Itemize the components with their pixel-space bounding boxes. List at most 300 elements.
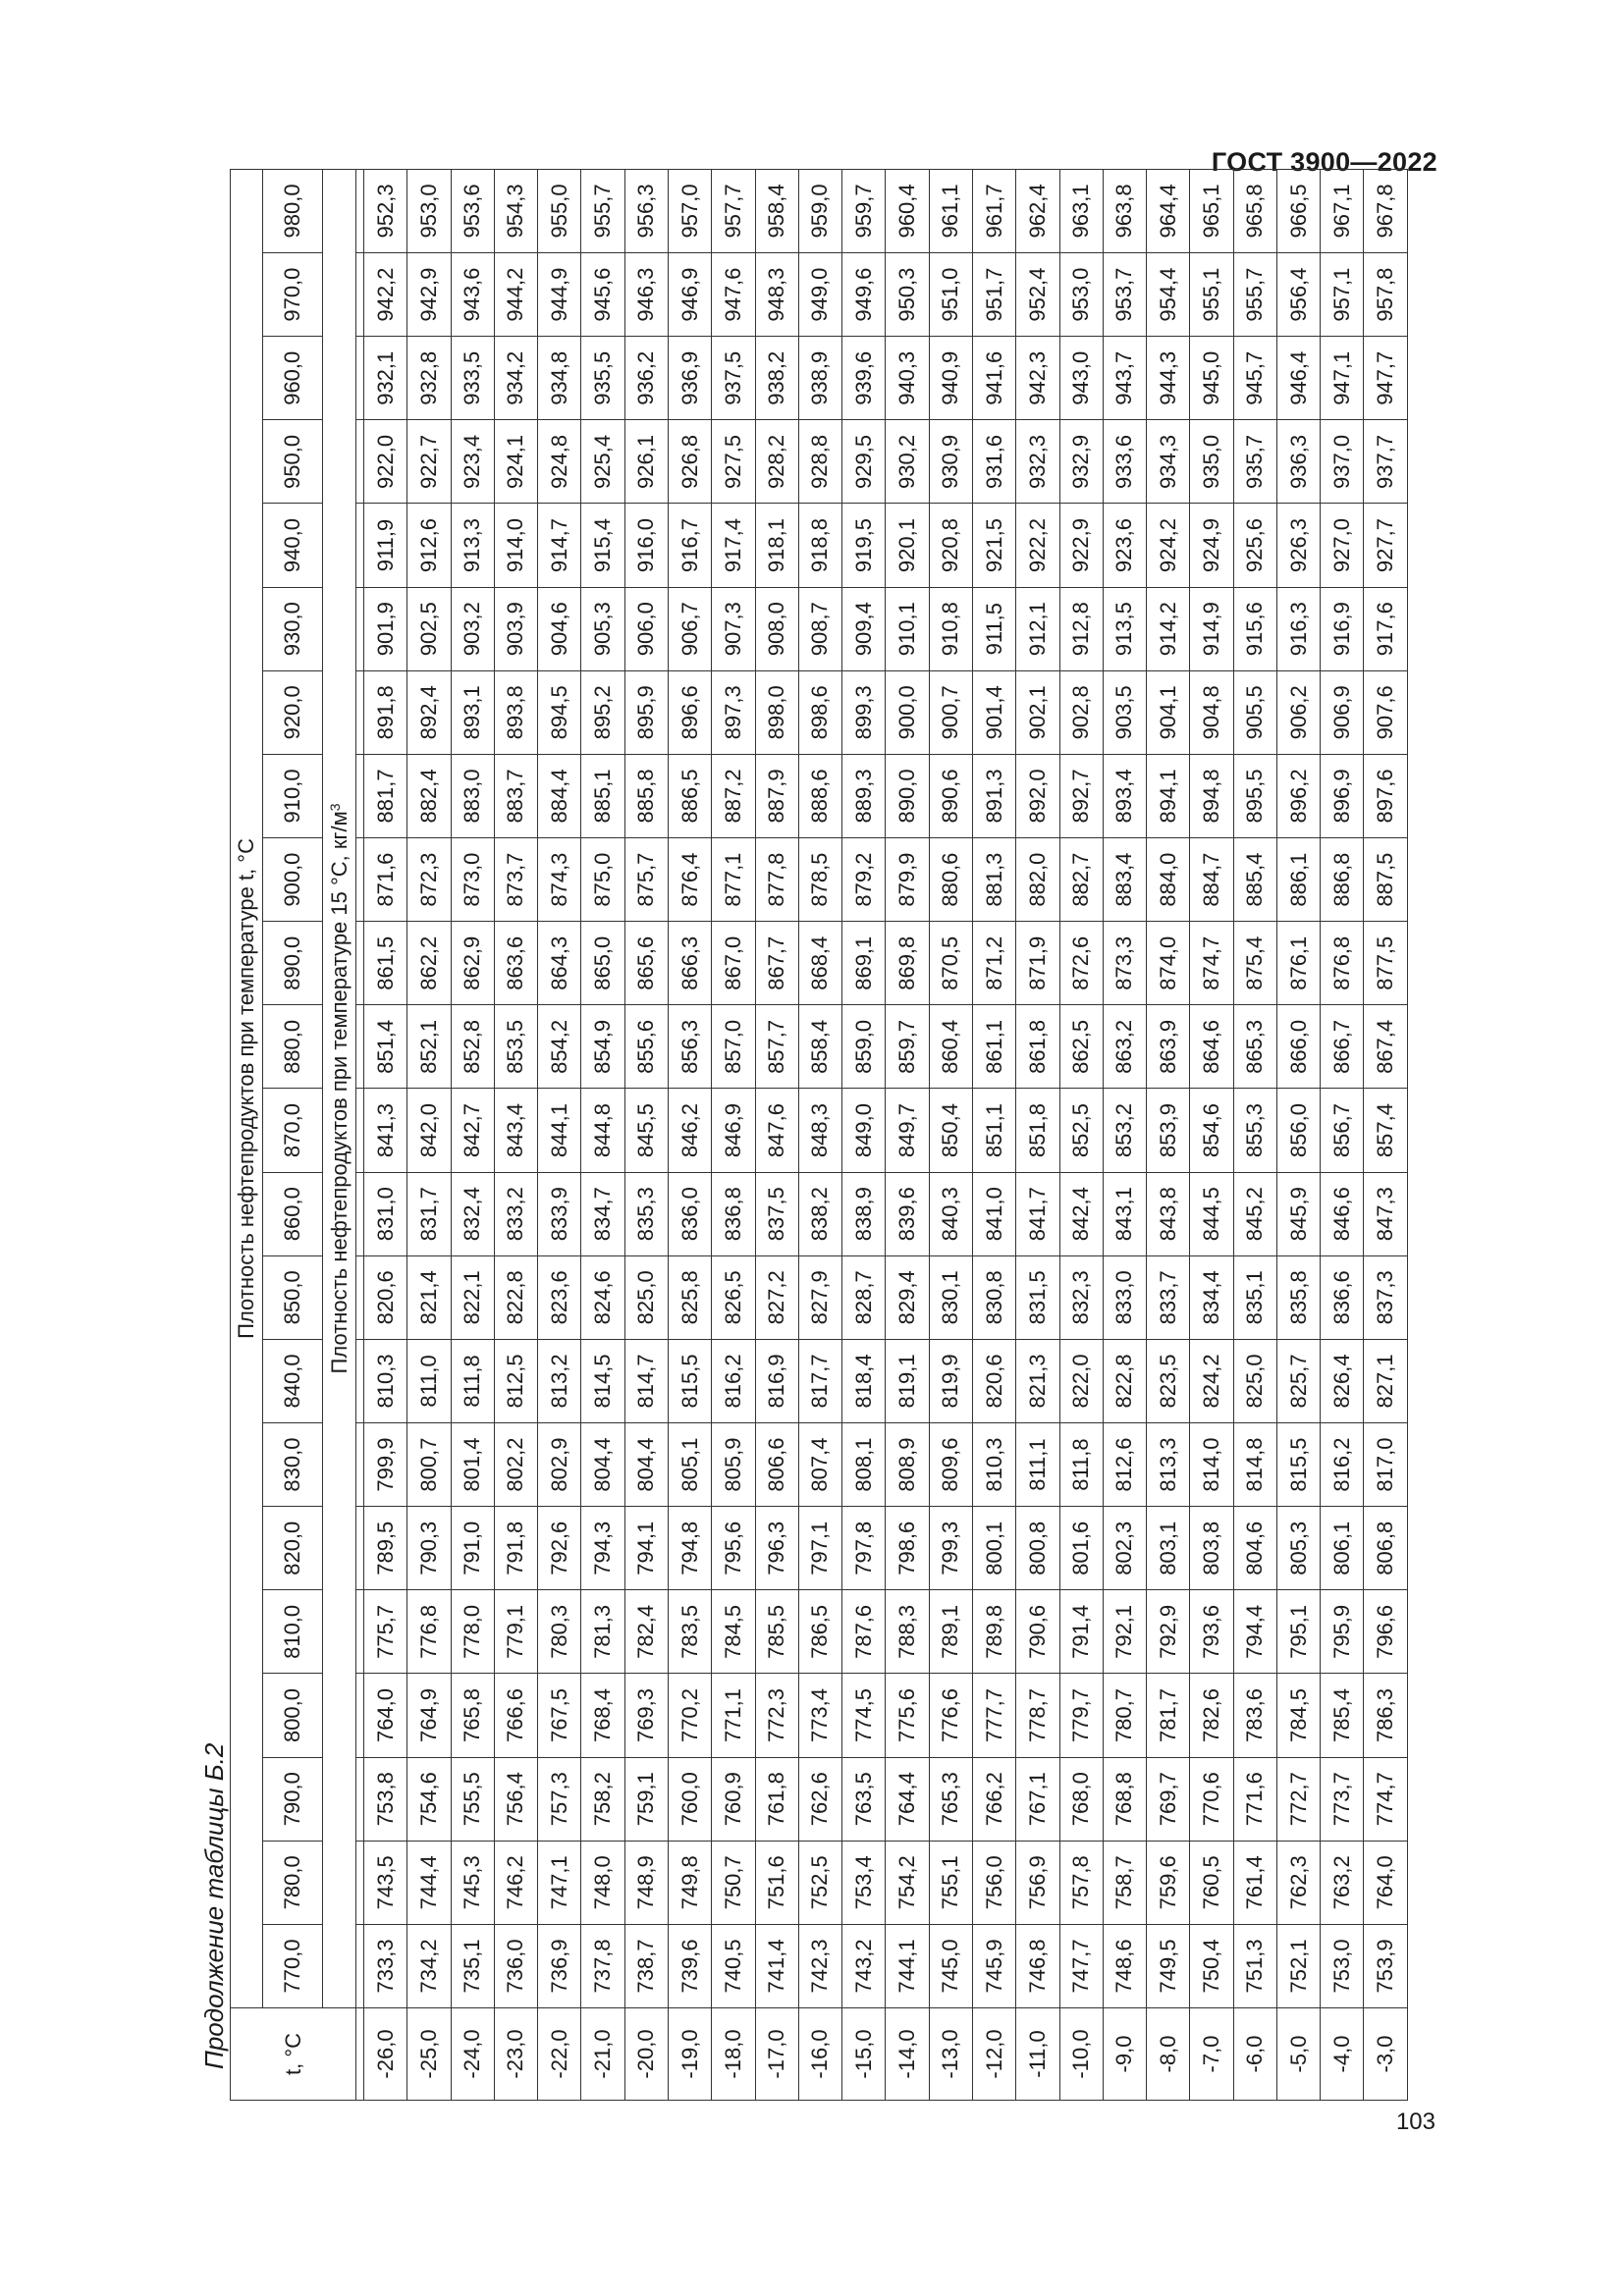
table-row [1364,169,1408,2100]
density-cell: 890,0 [886,754,929,837]
density-cell: 926,1 [624,420,668,504]
density-cell: 799,3 [929,1507,972,1590]
density-cell: 743,2 [842,1924,886,2007]
temperature-cell: -15,0 [842,2008,886,2101]
density-cell: 941,6 [972,337,1015,420]
temperature-cell: -8,0 [1147,2008,1190,2101]
density-cell: 835,1 [1233,1255,1276,1339]
density-cell: 746,8 [1016,1924,1059,2007]
density-cell: 959,0 [798,169,841,252]
density-cell: 797,1 [798,1507,841,1590]
density-cell: 755,1 [929,1841,972,1924]
density-cell: 903,9 [494,587,537,670]
density-cell: 936,3 [1276,420,1320,504]
density-cell: 838,2 [798,1172,841,1255]
density-cell: 794,3 [581,1507,624,1590]
density-cell: 756,9 [1016,1841,1059,1924]
density-cell: 903,5 [1103,670,1146,754]
density-cell: 851,4 [364,1005,407,1089]
density-cell: 806,8 [1364,1507,1408,1590]
density-cell: 961,1 [929,169,972,252]
density-cell: 804,4 [581,1423,624,1507]
density-cell: 947,7 [1364,337,1408,420]
temperature-cell: -22,0 [538,2008,581,2101]
t-header: t, °C [231,2008,356,2101]
column-header: 850,0 [263,1255,323,1339]
table-row [1147,169,1190,2100]
density-cell: 919,5 [842,504,886,587]
density-cell: 916,3 [1276,587,1320,670]
density-cell: 751,6 [755,1841,798,1924]
table-row [712,169,755,2100]
density-cell: 761,8 [755,1757,798,1841]
density-cell: 857,4 [1364,1089,1408,1172]
density-cell: 906,0 [624,587,668,670]
density-cell: 760,5 [1190,1841,1233,1924]
table-row [451,169,494,2100]
separator-cell [356,1339,364,1422]
density-cell: 748,9 [624,1841,668,1924]
density-cell: 737,8 [581,1924,624,2007]
density-cell: 799,9 [364,1423,407,1507]
density-cell: 827,9 [798,1255,841,1339]
density-cell: 956,4 [1276,253,1320,337]
temperature-cell: -21,0 [581,2008,624,2101]
density-cell: 912,8 [1059,587,1103,670]
density-cell: 864,3 [538,922,581,1005]
column-header: 960,0 [263,337,323,420]
density-cell: 927,7 [1364,504,1408,587]
density-cell: 805,9 [712,1423,755,1507]
separator-cell [356,754,364,837]
density-cell: 895,9 [624,670,668,754]
density-cell: 935,5 [581,337,624,420]
density-table [230,169,1408,2101]
density-cell: 792,9 [1147,1590,1190,1674]
density-cell: 939,6 [842,337,886,420]
density-cell: 922,9 [1059,504,1103,587]
density-cell: 924,8 [538,420,581,504]
density-cell: 854,9 [581,1005,624,1089]
density-cell: 880,6 [929,838,972,922]
column-header: 930,0 [263,587,323,670]
density-cell: 808,1 [842,1423,886,1507]
density-cell: 820,6 [364,1255,407,1339]
density-cell: 736,9 [538,1924,581,2007]
column-header: 800,0 [263,1674,323,1757]
density-cell: 957,7 [712,169,755,252]
density-cell: 894,5 [538,670,581,754]
density-cell: 956,3 [624,169,668,252]
density-cell: 879,9 [886,838,929,922]
density-cell: 866,0 [1276,1005,1320,1089]
density-cell: 918,8 [798,504,841,587]
density-cell: 816,9 [755,1339,798,1422]
density-cell: 833,7 [1147,1255,1190,1339]
density-cell: 893,4 [1103,754,1146,837]
density-cell: 936,2 [624,337,668,420]
temperature-cell: -12,0 [972,2008,1015,2101]
density-cell: 790,6 [1016,1590,1059,1674]
temperature-cell: -10,0 [1059,2008,1103,2101]
density-cell: 828,7 [842,1255,886,1339]
separator-cell [356,922,364,1005]
separator-cell [356,253,364,337]
density-cell: 801,4 [451,1423,494,1507]
density-cell: 759,1 [624,1757,668,1841]
density-cell: 759,6 [1147,1841,1190,1924]
density-cell: 934,2 [494,337,537,420]
density-cell: 833,9 [538,1172,581,1255]
density-cell: 822,1 [451,1255,494,1339]
density-cell: 781,3 [581,1590,624,1674]
density-cell: 764,4 [886,1757,929,1841]
density-cell: 954,3 [494,169,537,252]
density-cell: 885,1 [581,754,624,837]
density-cell: 752,5 [798,1841,841,1924]
density-cell: 844,5 [1190,1172,1233,1255]
density-cell: 874,7 [1190,922,1233,1005]
density-cell: 795,6 [712,1507,755,1590]
density-cell: 846,6 [1321,1172,1364,1255]
density-cell: 861,1 [972,1005,1015,1089]
density-cell: 763,2 [1321,1841,1364,1924]
density-cell: 894,8 [1190,754,1233,837]
density-cell: 744,4 [407,1841,451,1924]
column-header: 880,0 [263,1005,323,1089]
density-cell: 800,7 [407,1423,451,1507]
temperature-cell: -7,0 [1190,2008,1233,2101]
density-cell: 873,7 [494,838,537,922]
density-cell: 810,3 [972,1423,1015,1507]
density-cell: 823,5 [1147,1339,1190,1422]
density-cell: 820,6 [972,1339,1015,1422]
density-cell: 935,7 [1233,420,1276,504]
density-cell: 914,7 [538,504,581,587]
density-cell: 951,0 [929,253,972,337]
density-cell: 836,6 [1321,1255,1364,1339]
density-cell: 777,7 [972,1674,1015,1757]
density-cell: 846,2 [668,1089,711,1172]
density-cell: 920,1 [886,504,929,587]
density-cell: 966,5 [1276,169,1320,252]
density-cell: 773,7 [1321,1757,1364,1841]
density-cell: 928,2 [755,420,798,504]
density-cell: 869,8 [886,922,929,1005]
density-cell: 761,4 [1233,1841,1276,1924]
separator-cell [356,670,364,754]
density-cell: 945,6 [581,253,624,337]
temperature-cell: -20,0 [624,2008,668,2101]
density-cell: 831,0 [364,1172,407,1255]
density-cell: 847,6 [755,1089,798,1172]
density-cell: 890,6 [929,754,972,837]
density-cell: 853,9 [1147,1089,1190,1172]
density-cell: 932,1 [364,337,407,420]
density-cell: 958,4 [755,169,798,252]
separator-cell [356,420,364,504]
density-cell: 938,2 [755,337,798,420]
table-row [624,169,668,2100]
density-cell: 903,2 [451,587,494,670]
density-cell: 766,2 [972,1757,1015,1841]
density-cell: 843,1 [1103,1172,1146,1255]
density-cell: 745,0 [929,1924,972,2007]
density-cell: 949,0 [798,253,841,337]
density-cell: 965,8 [1233,169,1276,252]
density-cell: 867,4 [1364,1005,1408,1089]
density-cell: 865,6 [624,922,668,1005]
density-cell: 871,9 [1016,922,1059,1005]
density-cell: 803,1 [1147,1507,1190,1590]
density-cell: 951,7 [972,253,1015,337]
density-cell: 791,4 [1059,1590,1103,1674]
temperature-cell: -5,0 [1276,2008,1320,2101]
density-cell: 768,8 [1103,1757,1146,1841]
density-cell: 877,5 [1364,922,1408,1005]
table-row [1276,169,1320,2100]
density-cell: 871,2 [972,922,1015,1005]
density-cell: 967,1 [1321,169,1364,252]
density-cell: 862,5 [1059,1005,1103,1089]
density-cell: 883,0 [451,754,494,837]
column-header: 830,0 [263,1423,323,1507]
density-cell: 955,0 [538,169,581,252]
density-cell: 824,2 [1190,1339,1233,1422]
page-number: 103 [1395,2109,1435,2135]
density-cell: 795,9 [1321,1590,1364,1674]
rotated-table-area [199,184,1409,2101]
density-cell: 882,0 [1016,838,1059,922]
density-cell: 779,7 [1059,1674,1103,1757]
separator-cell [356,1757,364,1841]
density-cell: 876,4 [668,838,711,922]
density-cell: 821,3 [1016,1339,1059,1422]
density-cell: 933,6 [1103,420,1146,504]
density-cell: 819,9 [929,1339,972,1422]
density-cell: 736,0 [494,1924,537,2007]
density-cell: 947,1 [1321,337,1364,420]
density-cell: 805,1 [668,1423,711,1507]
density-cell: 935,0 [1190,420,1233,504]
density-cell: 944,2 [494,253,537,337]
top-header: Плотность нефтепродуктов при температуре t, °C [231,169,263,2007]
density-cell: 948,3 [755,253,798,337]
density-cell: 841,0 [972,1172,1015,1255]
density-cell: 900,7 [929,670,972,754]
density-cell: 856,3 [668,1005,711,1089]
density-cell: 953,6 [451,169,494,252]
density-cell: 832,4 [451,1172,494,1255]
density-cell: 767,1 [1016,1757,1059,1841]
density-cell: 884,4 [538,754,581,837]
temperature-cell: -6,0 [1233,2008,1276,2101]
density-cell: 895,2 [581,670,624,754]
density-cell: 802,9 [538,1423,581,1507]
separator-cell [356,1674,364,1757]
density-cell: 930,9 [929,420,972,504]
density-cell: 829,4 [886,1255,929,1339]
density-cell: 924,1 [494,420,537,504]
density-cell: 854,6 [1190,1089,1233,1172]
density-cell: 901,9 [364,587,407,670]
density-cell: 813,2 [538,1339,581,1422]
density-cell: 846,9 [712,1089,755,1172]
density-cell: 849,0 [842,1089,886,1172]
column-header: 950,0 [263,420,323,504]
density-cell: 964,4 [1147,169,1190,252]
temperature-cell: -16,0 [798,2008,841,2101]
temperature-cell: -23,0 [494,2008,537,2101]
density-cell: 856,0 [1276,1089,1320,1172]
table-row [1233,169,1276,2100]
density-cell: 772,7 [1276,1757,1320,1841]
density-cell: 758,7 [1103,1841,1146,1924]
density-cell: 742,3 [798,1924,841,2007]
density-cell: 753,8 [364,1757,407,1841]
density-cell: 805,3 [1276,1507,1320,1590]
density-cell: 853,2 [1103,1089,1146,1172]
density-cell: 784,5 [1276,1674,1320,1757]
density-cell: 815,5 [668,1339,711,1422]
density-cell: 743,5 [364,1841,407,1924]
column-header-row [263,169,323,2100]
separator-cell [356,1590,364,1674]
density-cell: 825,0 [1233,1339,1276,1422]
density-cell: 885,4 [1233,838,1276,922]
density-cell: 953,7 [1103,253,1146,337]
density-cell: 832,3 [1059,1255,1103,1339]
density-cell: 758,2 [581,1757,624,1841]
density-cell: 734,2 [407,1924,451,2007]
density-cell: 874,0 [1147,922,1190,1005]
density-cell: 744,1 [886,1924,929,2007]
density-cell: 845,5 [624,1089,668,1172]
density-cell: 796,6 [1364,1590,1408,1674]
density-cell: 924,9 [1190,504,1233,587]
density-cell: 830,8 [972,1255,1015,1339]
density-cell: 906,2 [1276,670,1320,754]
column-header: 860,0 [263,1172,323,1255]
density-cell: 774,7 [1364,1757,1408,1841]
density-cell: 910,8 [929,587,972,670]
density-cell: 913,5 [1103,587,1146,670]
density-cell: 806,6 [755,1423,798,1507]
density-cell: 953,0 [1059,253,1103,337]
table-row [1321,169,1364,2100]
density-cell: 809,6 [929,1423,972,1507]
density-cell: 803,8 [1190,1507,1233,1590]
density-cell: 783,6 [1233,1674,1276,1757]
separator-cell [356,1924,364,2007]
density-cell: 824,6 [581,1255,624,1339]
density-cell: 858,4 [798,1005,841,1089]
density-cell: 907,3 [712,587,755,670]
density-cell: 875,0 [581,838,624,922]
density-cell: 911,5 [972,587,1015,670]
density-cell: 874,3 [538,838,581,922]
separator-cell [356,1005,364,1089]
density-cell: 902,8 [1059,670,1103,754]
density-cell: 793,6 [1190,1590,1233,1674]
density-cell: 926,3 [1276,504,1320,587]
column-header: 900,0 [263,838,323,922]
density-cell: 748,0 [581,1841,624,1924]
density-cell: 892,0 [1016,754,1059,837]
density-cell: 861,8 [1016,1005,1059,1089]
density-cell: 949,6 [842,253,886,337]
density-cell: 778,7 [1016,1674,1059,1757]
density-cell: 892,4 [407,670,451,754]
density-cell: 855,6 [624,1005,668,1089]
density-cell: 857,0 [712,1005,755,1089]
density-cell: 768,0 [1059,1757,1103,1841]
density-cell: 952,4 [1016,253,1059,337]
density-cell: 912,1 [1016,587,1059,670]
density-cell: 766,6 [494,1674,537,1757]
density-cell: 798,6 [886,1507,929,1590]
density-cell: 806,1 [1321,1507,1364,1590]
table-row [798,169,841,2100]
density-cell: 836,8 [712,1172,755,1255]
density-cell: 773,4 [798,1674,841,1757]
separator-cell [356,337,364,420]
density-cell: 953,0 [407,169,451,252]
density-cell: 925,4 [581,420,624,504]
separator-cell [356,838,364,922]
density-cell: 822,0 [1059,1339,1103,1422]
table-row [668,169,711,2100]
density-cell: 899,3 [842,670,886,754]
temperature-cell: -19,0 [668,2008,711,2101]
density-cell: 871,6 [364,838,407,922]
density-cell: 830,1 [929,1255,972,1339]
density-cell: 817,7 [798,1339,841,1422]
density-cell: 916,0 [624,504,668,587]
temperature-cell: -24,0 [451,2008,494,2101]
density-cell: 906,7 [668,587,711,670]
density-cell: 889,3 [842,754,886,837]
density-cell: 934,8 [538,337,581,420]
density-cell: 733,3 [364,1924,407,2007]
density-cell: 842,7 [451,1089,494,1172]
density-cell: 922,7 [407,420,451,504]
density-cell: 816,2 [1321,1423,1364,1507]
density-cell: 864,6 [1190,1005,1233,1089]
density-cell: 834,4 [1190,1255,1233,1339]
density-cell: 905,3 [581,587,624,670]
density-cell: 850,4 [929,1089,972,1172]
density-cell: 930,2 [886,420,929,504]
density-cell: 789,8 [972,1590,1015,1674]
density-cell: 908,0 [755,587,798,670]
separator-cell [356,504,364,587]
density-cell: 819,1 [886,1339,929,1422]
density-cell: 943,0 [1059,337,1103,420]
density-cell: 835,3 [624,1172,668,1255]
density-cell: 943,7 [1103,337,1146,420]
temperature-cell: -4,0 [1321,2008,1364,2101]
density-cell: 785,5 [755,1590,798,1674]
density-cell: 863,2 [1103,1005,1146,1089]
temperature-cell: -26,0 [364,2008,407,2101]
density-cell: 873,3 [1103,922,1146,1005]
density-cell: 913,3 [451,504,494,587]
density-cell: 747,7 [1059,1924,1103,2007]
temperature-cell: -18,0 [712,2008,755,2101]
table-row [1103,169,1146,2100]
density-cell: 920,8 [929,504,972,587]
